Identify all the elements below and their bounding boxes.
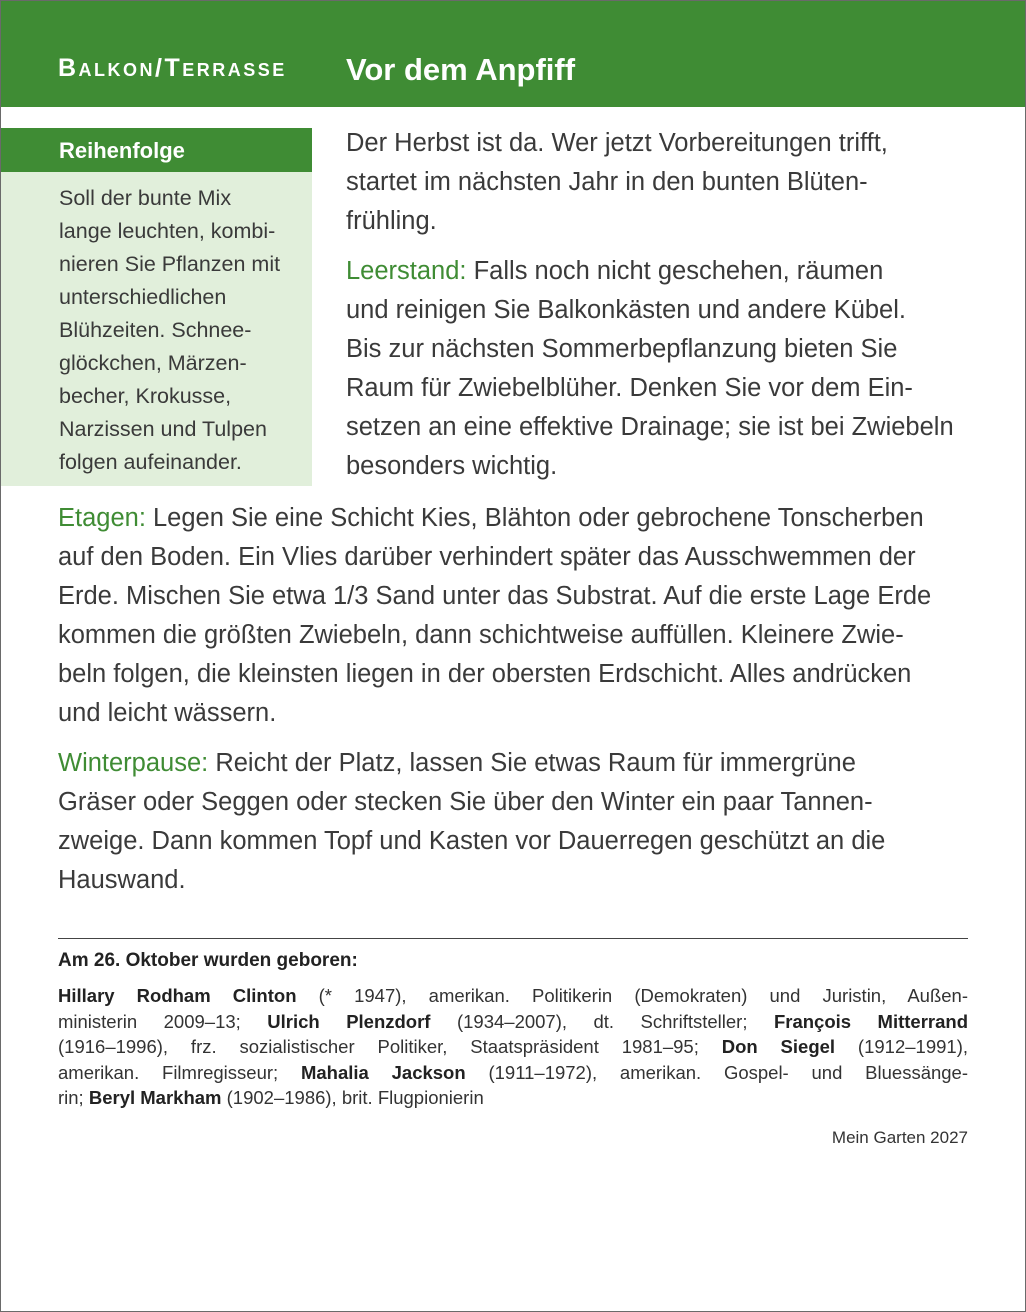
section-leerstand	[346, 252, 986, 486]
intro-line: Der Herbst ist da. Wer jetzt Vorbereitungen trifft,	[346, 129, 888, 157]
section-line: und leicht wässern.	[58, 699, 277, 727]
born-heading: Am 26. Oktober wurden geboren:	[58, 950, 358, 971]
born-text: (1911–1972), amerikan. Gospel- und Bluessänge-	[465, 1061, 969, 1083]
section-line: Erde. Mischen Sie etwa 1/3 Sand unter das Substrat. Auf die erste Lage Erde	[58, 582, 932, 610]
born-line	[58, 983, 968, 1009]
person-name: François Mitterrand	[773, 1010, 968, 1032]
sidebar-line: becher, Krokusse,	[59, 384, 232, 408]
section-line: Gräser oder Seggen oder stecken Sie über den Winter ein paar Tannen-	[58, 788, 873, 816]
section-first-line	[346, 252, 986, 291]
footer-label: Mein Garten 2027	[831, 1128, 968, 1147]
intro-line: startet im nächsten Jahr in den bunten Blüten-	[346, 168, 868, 196]
born-line	[58, 1085, 968, 1111]
born-list	[58, 983, 968, 1111]
intro-line: frühling.	[346, 207, 437, 235]
section-etagen	[58, 499, 988, 733]
section-keyword: Winterpause:	[58, 749, 209, 777]
section-line: Hauswand.	[58, 866, 186, 894]
category-label: Balkon/Terrasse	[58, 54, 287, 82]
born-text: (1934–2007), dt. Schriftsteller;	[430, 1010, 774, 1032]
person-name: Hillary Rodham Clinton	[58, 985, 297, 1006]
section-text: Legen Sie eine Schicht Kies, Blähton oder gebrochene Tonscherben	[145, 504, 924, 532]
born-text: (* 1947), amerikan. Politikerin (Demokraten) und Juristin, Außen-	[296, 985, 968, 1006]
intro-paragraph	[346, 124, 986, 241]
sidebar-line: Narzissen und Tulpen	[59, 417, 267, 441]
born-text: (1916–1996), frz. sozialistischer Politiker, Staatspräsident 1981–95;	[58, 1036, 722, 1057]
section-line: auf den Boden. Ein Vlies darüber verhindert später das Ausschwemmen der	[58, 543, 916, 571]
section-text: Reicht der Platz, lassen Sie etwas Raum für immergrüne	[208, 749, 856, 777]
section-winterpause	[58, 744, 988, 900]
section-keyword: Etagen:	[58, 504, 146, 532]
sidebar-line: unterschiedlichen	[59, 285, 227, 309]
sidebar-line: Blühzeiten. Schnee-	[59, 318, 252, 342]
section-line: beln folgen, die kleinsten liegen in der obersten Erdschicht. Alles andrücken	[58, 660, 912, 688]
section-keyword: Leerstand:	[346, 257, 467, 285]
section-line: setzen an eine effektive Drainage; sie ist bei Zwiebeln	[346, 413, 954, 441]
section-line: zweige. Dann kommen Topf und Kasten vor Dauerregen geschützt an die	[58, 827, 886, 855]
page-title: Vor dem Anpfiff	[346, 52, 576, 87]
born-text: (1912–1991),	[835, 1036, 968, 1057]
section-first-line	[58, 499, 988, 538]
section-line: besonders wichtig.	[346, 452, 558, 480]
person-name: Ulrich Plenzdorf	[267, 1010, 431, 1032]
divider	[58, 938, 968, 939]
sidebar-heading: Reihenfolge	[1, 128, 312, 172]
person-name: Beryl Markham	[88, 1087, 222, 1108]
born-text: (1902–1986), brit. Flugpionierin	[221, 1087, 484, 1108]
section-text: Falls noch nicht geschehen, räumen	[466, 257, 884, 285]
sidebar-line: glöckchen, Märzen-	[59, 351, 247, 375]
sidebar-line: nieren Sie Pflanzen mit	[59, 252, 281, 276]
born-line	[58, 1060, 968, 1086]
section-line: und reinigen Sie Balkonkästen und andere Kübel.	[346, 296, 906, 324]
person-name: Mahalia Jackson	[300, 1061, 466, 1083]
section-first-line	[58, 744, 988, 783]
section-line: kommen die größten Zwiebeln, dann schichtweise auffüllen. Kleinere Zwie-	[58, 621, 904, 649]
section-line: Raum für Zwiebelblüher. Denken Sie vor dem Ein-	[346, 374, 913, 402]
born-text: ministerin 2009–13;	[58, 1010, 268, 1032]
sidebar-line: Soll der bunte Mix	[59, 186, 232, 210]
person-name: Don Siegel	[721, 1036, 836, 1057]
sidebar-box	[1, 128, 312, 486]
sidebar-text	[1, 172, 312, 479]
born-line	[58, 1034, 968, 1060]
section-line: Bis zur nächsten Sommerbepflanzung bieten Sie	[346, 335, 898, 363]
born-text: rin;	[58, 1087, 89, 1108]
sidebar-line: lange leuchten, kombi-	[59, 219, 276, 243]
born-text: amerikan. Filmregisseur;	[58, 1061, 301, 1083]
born-line	[58, 1009, 968, 1035]
sidebar-line: folgen aufeinander.	[59, 450, 242, 474]
